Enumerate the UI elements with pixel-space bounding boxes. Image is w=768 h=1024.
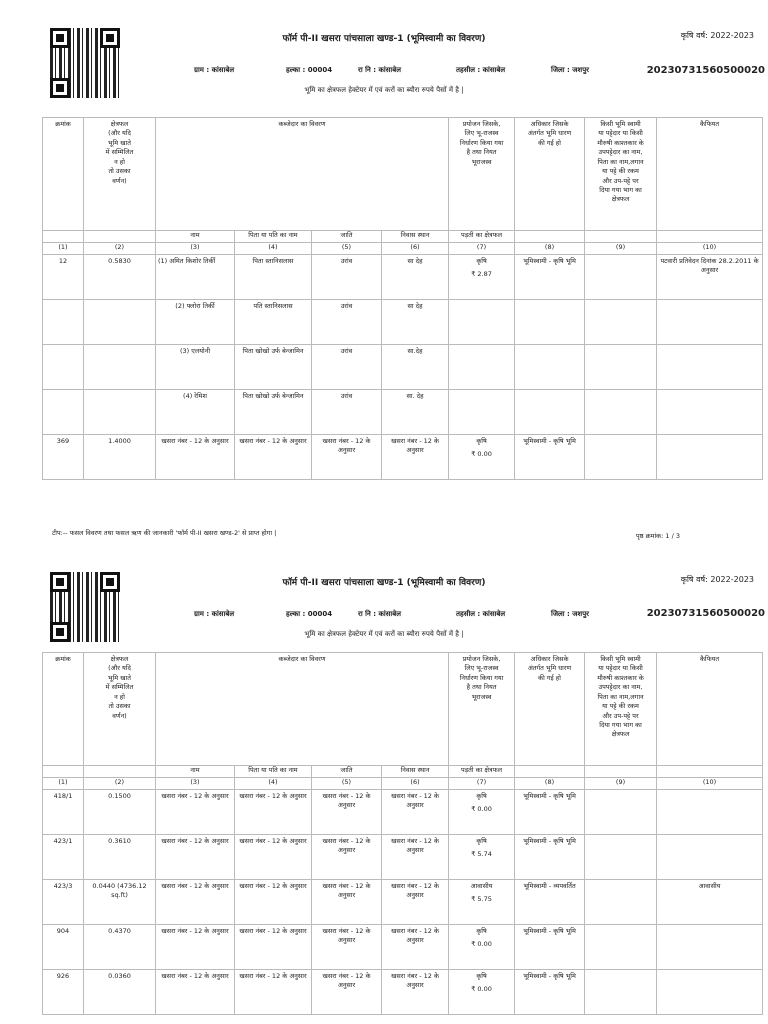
cell-remarks	[657, 390, 763, 435]
table-row	[43, 345, 763, 390]
sub-residence: निवास स्थान	[382, 231, 449, 243]
cell-rights: भूमिस्वामी - कृषि भूमि	[515, 435, 585, 480]
district: जिला : जशपुर	[551, 66, 590, 74]
sub-caste: जाति	[312, 231, 382, 243]
cell-rights: भूमिस्वामी - कृषि भूमि	[515, 835, 585, 880]
sub-caste: जाति	[312, 766, 382, 778]
halka: हल्का : 00004	[286, 610, 333, 618]
village: ग्राम : कांसाबेल	[194, 610, 235, 618]
cell-serial	[43, 390, 84, 435]
cell-remarks	[657, 790, 763, 835]
cell-serial	[43, 345, 84, 390]
column-number-row: (1) (2) (3) (4) (5) (6) (7) (8) (9) (10)	[43, 778, 763, 790]
cell-rights	[515, 300, 585, 345]
sub-father-name: पिता या पति का नाम	[235, 231, 312, 243]
col-occupant-group-header: कब्जेदार का विवरण	[156, 118, 449, 231]
halka: हल्का : 00004	[286, 66, 333, 74]
cell-serial: 926	[43, 970, 84, 1015]
agri-year: कृषि वर्ष: 2022-2023	[680, 575, 754, 584]
cell-tenant	[585, 790, 657, 835]
cell-remarks	[657, 435, 763, 480]
table-row	[43, 790, 763, 835]
cell-caste: उरांव	[312, 300, 382, 345]
col-rights-header: अधिकार जिसके अंतर्गत भूमि धारण की गई हो	[515, 653, 585, 766]
table-row	[43, 925, 763, 970]
table-header-row	[43, 118, 763, 231]
cell-tenant	[585, 880, 657, 925]
cell-residence: सा देह	[382, 300, 449, 345]
cell-rights: भूमिस्वामी - कृषि भूमि	[515, 925, 585, 970]
cell-purpose	[449, 345, 515, 390]
col-remarks-header: कैफियत	[657, 653, 763, 766]
cell-name: खसरा नंबर - 12 के अनुसार	[156, 880, 235, 925]
cell-remarks: आवासीय	[657, 880, 763, 925]
page2-rows	[43, 790, 763, 1015]
cell-serial: 423/3	[43, 880, 84, 925]
cell-father-name: खसरा नंबर - 12 के अनुसार	[235, 925, 312, 970]
cell-serial: 423/1	[43, 835, 84, 880]
form-title: फॉर्म पी-II खसरा पांचसाला खण्ड-1 (भूमिस्वामी का विवरण)	[282, 34, 486, 44]
cell-caste: उरांव	[312, 255, 382, 300]
cell-purpose	[449, 925, 515, 970]
units-note: भूमि का क्षेत्रफल हेक्टेयर में एवं करों का ब्यौरा रुपये पैसों में है |	[304, 630, 464, 638]
cell-remarks	[657, 300, 763, 345]
col-serial-header: क्रमांक	[43, 118, 84, 231]
cell-residence: खसरा नंबर - 12 के अनुसार	[382, 880, 449, 925]
purpose-text: कृषि	[476, 837, 487, 845]
cell-caste: उरांव	[312, 390, 382, 435]
col-area-header: क्षेत्रफल (और यदि भूमि खाते में सम्मिलित न हो तो उसका वर्णन)	[84, 653, 156, 766]
col-occupant-group-header: कब्जेदार का विवरण	[156, 653, 449, 766]
cell-name: (1) अमित किशोर तिर्की	[156, 255, 235, 300]
col-area-header: क्षेत्रफल (और यदि भूमि खाते में सम्मिलित न हो तो उसका वर्णन)	[84, 118, 156, 231]
cell-area: 0.5830	[84, 255, 156, 300]
units-note: भूमि का क्षेत्रफल हेक्टेयर में एवं करों का ब्यौरा रुपये पैसों में है |	[304, 86, 464, 94]
cell-father-name: पति स्तानिसलास	[235, 300, 312, 345]
cell-purpose	[449, 435, 515, 480]
cell-area	[84, 300, 156, 345]
table-row	[43, 435, 763, 480]
khasra-table	[42, 117, 763, 480]
sub-residence: निवास स्थान	[382, 766, 449, 778]
table-row	[43, 255, 763, 300]
cell-tenant	[585, 345, 657, 390]
cell-residence: सा देह	[382, 255, 449, 300]
cell-area: 0.3610	[84, 835, 156, 880]
footer-note: टीप:-- फसल विवरण तथा फसल ऋण की जानकारी 'फॉर्म पी-II खसरा खण्ड-2' से प्राप्त होगा |	[52, 529, 277, 537]
cell-name: (2) फ्लोरा तिर्की	[156, 300, 235, 345]
form-title: फॉर्म पी-II खसरा पांचसाला खण्ड-1 (भूमिस्वामी का विवरण)	[282, 578, 486, 588]
land-revenue-amount: ₹ 5.75	[471, 895, 492, 904]
cell-father-name: खसरा नंबर - 12 के अनुसार	[235, 435, 312, 480]
col-tenant-header: किसी भूमि स्वामी या पट्टेदार या किसी मौरुषी काश्तकार के उपपट्टेदार का नाम, पिता का नाम,लगान या पट्टे की रकम और उप-पट्टे पर दिया गया भाग का क्षेत्रफल	[585, 118, 657, 231]
cell-area: 0.1500	[84, 790, 156, 835]
cell-rights: भूमिस्वामी - कृषि भूमि	[515, 790, 585, 835]
cell-caste: खसरा नंबर - 12 के अनुसार	[312, 880, 382, 925]
table-row	[43, 880, 763, 925]
tehsil: तहसील : कांसाबेल	[456, 610, 506, 618]
cell-name: (3) एलयोनी	[156, 345, 235, 390]
cell-father-name: खसरा नंबर - 12 के अनुसार	[235, 835, 312, 880]
land-revenue-amount: ₹ 0.00	[471, 450, 492, 459]
cell-tenant	[585, 435, 657, 480]
khasra-table	[42, 652, 763, 1015]
table-row	[43, 390, 763, 435]
cell-residence: खसरा नंबर - 12 के अनुसार	[382, 435, 449, 480]
cell-residence: खसरा नंबर - 12 के अनुसार	[382, 790, 449, 835]
cell-caste: खसरा नंबर - 12 के अनुसार	[312, 790, 382, 835]
cell-caste: खसरा नंबर - 12 के अनुसार	[312, 835, 382, 880]
cell-purpose	[449, 300, 515, 345]
cell-caste: खसरा नंबर - 12 के अनुसार	[312, 435, 382, 480]
cell-area	[84, 390, 156, 435]
page-2	[0, 545, 768, 1024]
cell-remarks: पटवारी प्रतिवेदन दिनांक 28.2.2011 के अनुसार	[657, 255, 763, 300]
cell-name: खसरा नंबर - 12 के अनुसार	[156, 970, 235, 1015]
land-revenue-amount: ₹ 2.87	[471, 270, 492, 279]
land-revenue-amount: ₹ 0.00	[471, 985, 492, 994]
cell-tenant	[585, 300, 657, 345]
cell-name: खसरा नंबर - 12 के अनुसार	[156, 835, 235, 880]
cell-father-name: पिता खोखो उर्फ बेन्जामिन	[235, 390, 312, 435]
village: ग्राम : कांसाबेल	[194, 66, 235, 74]
col-remarks-header: कैफियत	[657, 118, 763, 231]
cell-caste: खसरा नंबर - 12 के अनुसार	[312, 925, 382, 970]
cell-father-name: खसरा नंबर - 12 के अनुसार	[235, 970, 312, 1015]
cell-tenant	[585, 835, 657, 880]
sub-father-name: पिता या पति का नाम	[235, 766, 312, 778]
district: जिला : जशपुर	[551, 610, 590, 618]
cell-serial: 369	[43, 435, 84, 480]
cell-father-name: पिता स्तानिसलास	[235, 255, 312, 300]
tehsil: तहसील : कांसाबेल	[456, 66, 506, 74]
cell-serial	[43, 300, 84, 345]
column-number-row: (1) (2) (3) (4) (5) (6) (7) (8) (9) (10)	[43, 243, 763, 255]
cell-purpose	[449, 970, 515, 1015]
cell-area: 1.4000	[84, 435, 156, 480]
col-rights-header: अधिकार जिसके अंतर्गत भूमि धारण की गई हो	[515, 118, 585, 231]
sub-fallow-area: पड़ती का क्षेत्रफल	[449, 766, 515, 778]
col-tenant-header: किसी भूमि स्वामी या पट्टेदार या किसी मौरुषी काश्तकार के उपपट्टेदार का नाम, पिता का नाम,लगान या पट्टे की रकम और उप-पट्टे पर दिया गया भाग का क्षेत्रफल	[585, 653, 657, 766]
cell-rights: भूमिस्वामी - व्यपवर्तित	[515, 880, 585, 925]
cell-purpose	[449, 835, 515, 880]
cell-caste: उरांव	[312, 345, 382, 390]
cell-tenant	[585, 970, 657, 1015]
table-row	[43, 300, 763, 345]
land-revenue-amount: ₹ 5.74	[471, 850, 492, 859]
cell-name: खसरा नंबर - 12 के अनुसार	[156, 435, 235, 480]
cell-serial: 12	[43, 255, 84, 300]
cell-name: खसरा नंबर - 12 के अनुसार	[156, 925, 235, 970]
cell-name: (4) रेमिश	[156, 390, 235, 435]
cell-area	[84, 345, 156, 390]
cell-purpose	[449, 255, 515, 300]
table-header-row	[43, 653, 763, 766]
page1-rows	[43, 255, 763, 480]
cell-father-name: खसरा नंबर - 12 के अनुसार	[235, 790, 312, 835]
cell-caste: खसरा नंबर - 12 के अनुसार	[312, 970, 382, 1015]
table-row	[43, 835, 763, 880]
col-serial-header: क्रमांक	[43, 653, 84, 766]
cell-tenant	[585, 925, 657, 970]
sub-name: नाम	[156, 231, 235, 243]
cell-serial: 904	[43, 925, 84, 970]
cell-rights: भूमिस्वामी - कृषि भूमि	[515, 970, 585, 1015]
revenue-inspector: रा नि : कांसाबेल	[358, 66, 401, 74]
cell-remarks	[657, 925, 763, 970]
cell-residence: खसरा नंबर - 12 के अनुसार	[382, 835, 449, 880]
cell-area: 0.0440 (4736.12 sq.ft)	[84, 880, 156, 925]
cell-tenant	[585, 255, 657, 300]
purpose-text: कृषि	[476, 972, 487, 980]
cell-remarks	[657, 970, 763, 1015]
cell-name: खसरा नंबर - 12 के अनुसार	[156, 790, 235, 835]
document-id: 20230731560500020	[646, 608, 765, 619]
table-subheader-row	[43, 766, 763, 778]
cell-tenant	[585, 390, 657, 435]
cell-rights: भूमिस्वामी - कृषि भूमि	[515, 255, 585, 300]
sub-fallow-area: पड़ती का क्षेत्रफल	[449, 231, 515, 243]
cell-serial: 418/1	[43, 790, 84, 835]
purpose-text: आवासीय	[470, 882, 493, 890]
cell-remarks	[657, 835, 763, 880]
cell-rights	[515, 345, 585, 390]
document-id: 20230731560500020	[646, 65, 765, 76]
purpose-text: कृषि	[476, 792, 487, 800]
land-revenue-amount: ₹ 0.00	[471, 805, 492, 814]
land-revenue-amount: ₹ 0.00	[471, 940, 492, 949]
cell-residence: खसरा नंबर - 12 के अनुसार	[382, 970, 449, 1015]
revenue-inspector: रा नि : कांसाबेल	[358, 610, 401, 618]
cell-purpose	[449, 390, 515, 435]
table-subheader-row	[43, 231, 763, 243]
cell-father-name: खसरा नंबर - 12 के अनुसार	[235, 880, 312, 925]
col-purpose-header: प्रयोजन जिसके, लिए भू-राजस्व निर्धारण किया गया है तथा नियत भूराजस्व	[449, 118, 515, 231]
sub-name: नाम	[156, 766, 235, 778]
col-purpose-header: प्रयोजन जिसके, लिए भू-राजस्व निर्धारण किया गया है तथा नियत भूराजस्व	[449, 653, 515, 766]
cell-father-name: पिता खोखो उर्फ बेन्जामिन	[235, 345, 312, 390]
agri-year: कृषि वर्ष: 2022-2023	[680, 31, 754, 40]
cell-area: 0.0360	[84, 970, 156, 1015]
page-number: पृष्ठ क्रमांक: 1 / 3	[636, 532, 680, 540]
cell-residence: खसरा नंबर - 12 के अनुसार	[382, 925, 449, 970]
purpose-text: कृषि	[476, 437, 487, 445]
purpose-text: कृषि	[476, 257, 487, 265]
cell-residence: सा.देह	[382, 345, 449, 390]
cell-area: 0.4370	[84, 925, 156, 970]
cell-purpose	[449, 790, 515, 835]
cell-purpose	[449, 880, 515, 925]
cell-remarks	[657, 345, 763, 390]
table-row	[43, 970, 763, 1015]
purpose-text: कृषि	[476, 927, 487, 935]
cell-rights	[515, 390, 585, 435]
cell-residence: सा. देह	[382, 390, 449, 435]
